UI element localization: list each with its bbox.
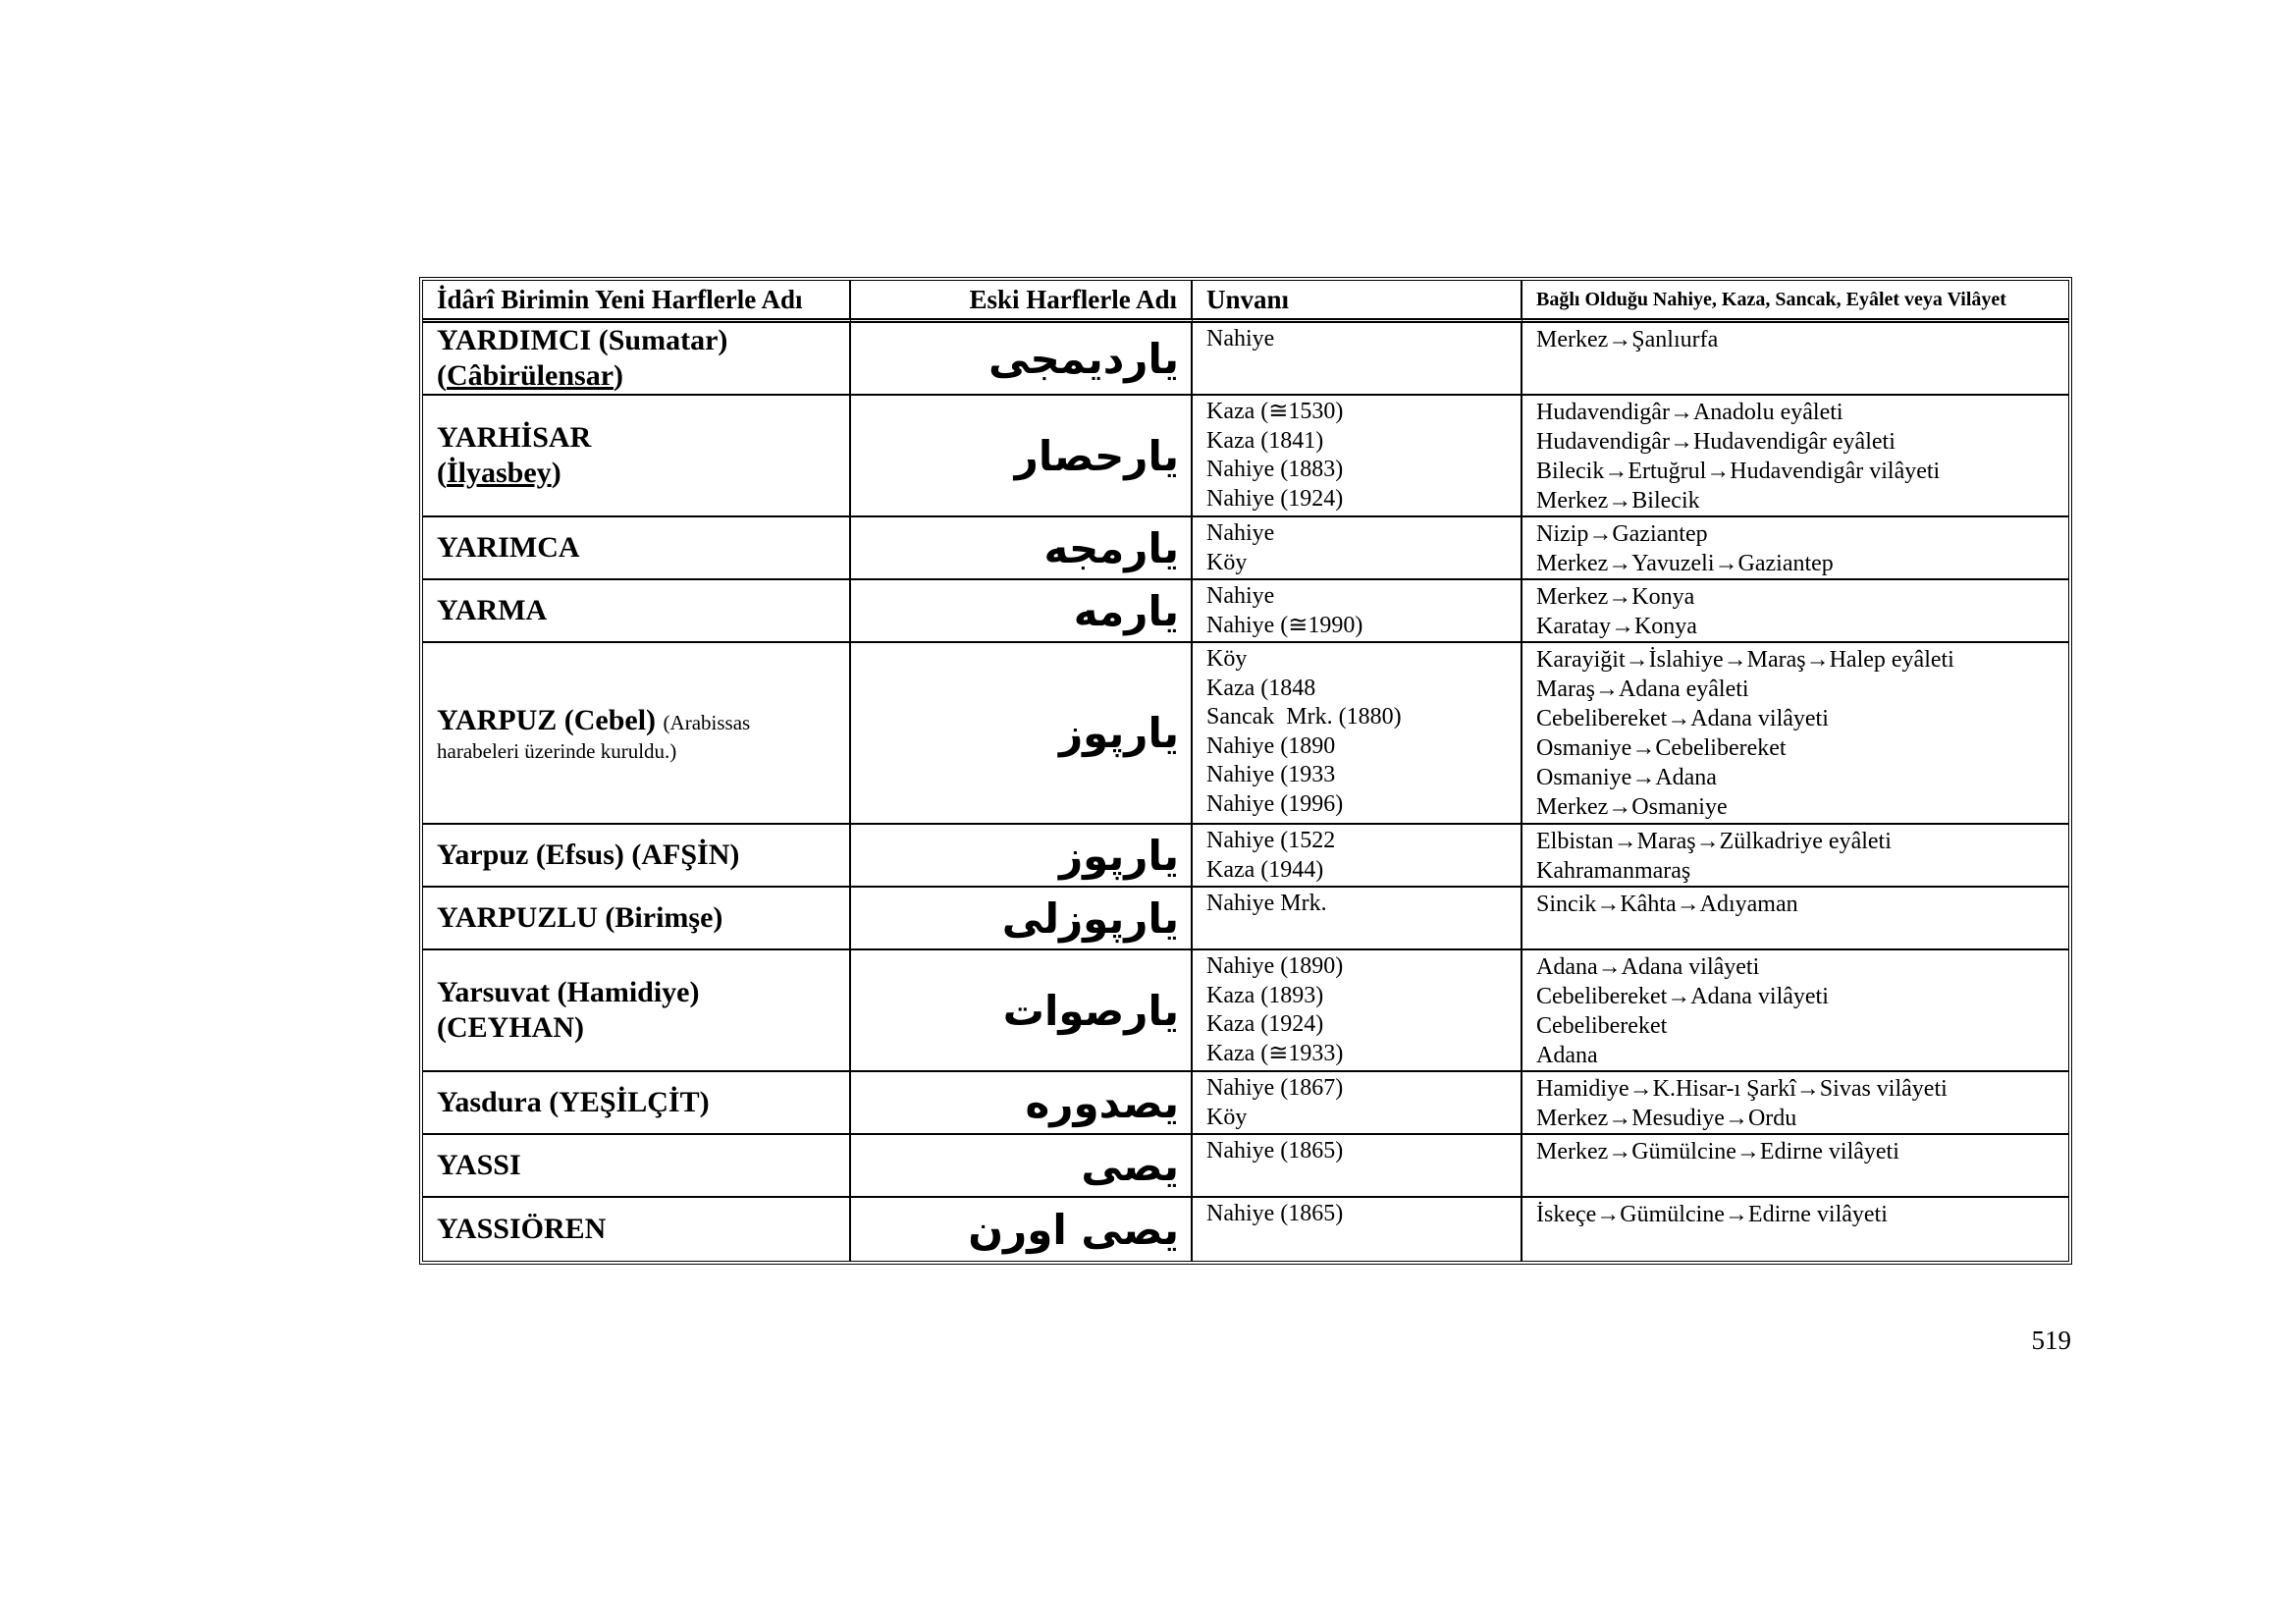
unit-name: Yarsuvat (Hamidiye) xyxy=(437,976,700,1008)
admin-units-table xyxy=(419,277,2072,1265)
title-cell xyxy=(1193,825,1522,888)
title-cell xyxy=(1193,1198,1522,1261)
table-row xyxy=(423,396,2068,517)
title-line: Köy xyxy=(1206,646,1248,672)
parent-cell xyxy=(1522,643,2068,825)
parent-line: Osmaniye→Adana xyxy=(1536,765,1717,790)
parent-line: Adana xyxy=(1536,1043,1598,1068)
unit-name: YARIMCA xyxy=(437,531,580,564)
parent-line: Cebelibereket→Adana vilâyeti xyxy=(1536,984,1829,1009)
parent-line: Elbistan→Maraş→Zülkadriye eyâleti xyxy=(1536,829,1892,854)
title-line: Nahiye (1890 xyxy=(1206,732,1336,759)
parent-line: Hamidiye→K.Hisar-ı Şarkî→Sivas vilâyeti xyxy=(1536,1076,1948,1102)
old-name: یارپوزلی xyxy=(851,888,1193,950)
table-row xyxy=(423,888,2068,950)
unit-name-cell xyxy=(423,950,851,1072)
unit-name-line2: (CEYHAN) xyxy=(437,1011,584,1044)
parent-line: Osmaniye→Cebelibereket xyxy=(1536,735,1787,761)
unit-name-cell xyxy=(423,888,851,950)
table-row xyxy=(423,1072,2068,1135)
title-line: Kaza (1841) xyxy=(1206,427,1324,454)
unit-name-cell: YARHİSAR (İlyasbey) xyxy=(423,396,851,517)
title-line: Nahiye (1865) xyxy=(1206,1138,1344,1164)
unit-name-cell xyxy=(423,1072,851,1135)
parent-line: İskeçe→Gümülcine→Edirne vilâyeti xyxy=(1536,1202,1888,1227)
parent-line: Karatay→Konya xyxy=(1536,614,1697,639)
table-row xyxy=(423,950,2068,1072)
parent-cell xyxy=(1522,1198,2068,1261)
parent-cell xyxy=(1522,580,2068,643)
unit-name: Yasdura (YEŞİLÇİT) xyxy=(437,1086,710,1118)
table-row xyxy=(423,1198,2068,1261)
title-cell xyxy=(1193,1072,1522,1135)
parent-line: Merkez→Mesudiye→Ordu xyxy=(1536,1106,1797,1131)
unit-name: YARHİSAR xyxy=(437,421,592,454)
title-line: Nahiye xyxy=(1206,326,1275,352)
unit-name: YASSIÖREN xyxy=(437,1213,607,1245)
unit-name-cell: YARDIMCI (Sumatar) (Câbirülensar) xyxy=(423,323,851,396)
parent-line: Merkez→Yavuzeli→Gaziantep xyxy=(1536,551,1834,576)
title-line: Nahiye (1867) xyxy=(1206,1075,1344,1101)
unit-note: harabeleri üzerinde kuruldu.) xyxy=(437,738,677,763)
parent-line: Nizip→Gaziantep xyxy=(1536,521,1708,547)
title-cell xyxy=(1193,580,1522,643)
title-line: Sancak Mrk. (1880) xyxy=(1206,704,1402,730)
unit-name-cell xyxy=(423,1135,851,1198)
parent-cell xyxy=(1522,396,2068,517)
unit-name-cell xyxy=(423,825,851,888)
parent-cell xyxy=(1522,1135,2068,1198)
old-name: یصی xyxy=(851,1135,1193,1198)
unit-note: (Arabissas xyxy=(663,710,751,734)
table-row xyxy=(423,825,2068,888)
parent-line: Cebelibereket→Adana vilâyeti xyxy=(1536,706,1829,731)
parent-line: Merkez→Konya xyxy=(1536,584,1695,610)
title-line: Nahiye (1522 xyxy=(1206,828,1336,853)
title-line: Köy xyxy=(1206,549,1248,575)
parent-line: Merkez→Gümülcine→Edirne vilâyeti xyxy=(1536,1139,1899,1164)
title-line: Kaza (1848 xyxy=(1206,675,1316,701)
old-name: یارمجه xyxy=(851,517,1193,580)
parent-line: Cebelibereket xyxy=(1536,1013,1668,1039)
unit-name-cell xyxy=(423,643,851,825)
header-name: İdârî Birimin Yeni Harflerle Adı xyxy=(423,281,851,323)
parent-cell xyxy=(1522,888,2068,950)
parent-line: Merkez→Şanlıurfa xyxy=(1536,327,1719,352)
title-line: Nahiye xyxy=(1206,520,1275,546)
unit-name-cell xyxy=(423,580,851,643)
unit-name-alt: Câbirülensar xyxy=(447,359,614,392)
title-cell xyxy=(1193,517,1522,580)
unit-name: YARPUZ (Cebel) xyxy=(437,703,657,736)
table-header-row xyxy=(423,281,2068,323)
header-parent: Bağlı Olduğu Nahiye, Kaza, Sancak, Eyâlet veya Vilâyet xyxy=(1522,281,2068,323)
page-number: 519 xyxy=(2031,1326,2071,1355)
unit-name: YARMA xyxy=(437,594,548,626)
title-cell xyxy=(1193,950,1522,1072)
title-line: Nahiye (≅1990) xyxy=(1206,612,1363,638)
old-name: یارپوز xyxy=(851,825,1193,888)
parent-line: Sincik→Kâhta→Adıyaman xyxy=(1536,892,1798,917)
unit-name: YARDIMCI (Sumatar) xyxy=(437,324,728,356)
title-line: Kaza (1893) xyxy=(1206,982,1324,1008)
parent-line: Bilecik→Ertuğrul→Hudavendigâr vilâyeti xyxy=(1536,459,1941,484)
table-row xyxy=(423,580,2068,643)
title-line: Kaza (1924) xyxy=(1206,1011,1324,1037)
parent-cell xyxy=(1522,517,2068,580)
parent-line: Merkez→Osmaniye xyxy=(1536,794,1728,820)
parent-cell xyxy=(1522,323,2068,396)
title-line: Nahiye (1865) xyxy=(1206,1201,1344,1226)
parent-line: Hudavendigâr→Anadolu eyâleti xyxy=(1536,400,1843,425)
title-line: Kaza (1944) xyxy=(1206,856,1324,883)
table-row xyxy=(423,1135,2068,1198)
parent-cell xyxy=(1522,1072,2068,1135)
title-cell xyxy=(1193,1135,1522,1198)
title-line: Köy xyxy=(1206,1104,1248,1130)
unit-name: YARPUZLU (Birimşe) xyxy=(437,901,723,934)
parent-cell xyxy=(1522,950,2068,1072)
title-line: Nahiye xyxy=(1206,583,1275,609)
title-line: Nahiye (1996) xyxy=(1206,790,1344,817)
unit-name-cell xyxy=(423,1198,851,1261)
table-row xyxy=(423,517,2068,580)
old-name: یارمه xyxy=(851,580,1193,643)
unit-name: YASSI xyxy=(437,1149,521,1181)
title-cell xyxy=(1193,323,1522,396)
parent-line: Karayiğit→İslahiye→Maraş→Halep eyâleti xyxy=(1536,647,1954,673)
header-title: Unvanı xyxy=(1193,281,1522,323)
old-name: یارپوز xyxy=(851,643,1193,825)
title-line: Nahiye (1933 xyxy=(1206,762,1336,787)
old-name: یارصوات xyxy=(851,950,1193,1072)
title-cell xyxy=(1193,643,1522,825)
title-line: Nahiye (1890) xyxy=(1206,953,1344,979)
title-cell xyxy=(1193,888,1522,950)
old-name: یصدوره xyxy=(851,1072,1193,1135)
table-row xyxy=(423,643,2068,825)
unit-name: Yarpuz (Efsus) (AFŞİN) xyxy=(437,839,740,871)
unit-name-cell xyxy=(423,517,851,580)
table-row xyxy=(423,323,2068,396)
old-name: یارحصار xyxy=(851,396,1193,517)
title-line: Kaza (≅1933) xyxy=(1206,1040,1344,1066)
unit-name-alt: İlyasbey xyxy=(447,457,552,489)
old-name: یصی اورن xyxy=(851,1198,1193,1261)
parent-line: Merkez→Bilecik xyxy=(1536,488,1700,514)
parent-cell xyxy=(1522,825,2068,888)
parent-line: Adana→Adana vilâyeti xyxy=(1536,954,1760,980)
header-old-name: Eski Harflerle Adı xyxy=(851,281,1193,323)
title-line: Nahiye (1924) xyxy=(1206,485,1344,512)
parent-line: Kahramanmaraş xyxy=(1536,858,1691,884)
title-cell xyxy=(1193,396,1522,517)
parent-line: Maraş→Adana eyâleti xyxy=(1536,677,1749,702)
parent-line: Hudavendigâr→Hudavendigâr eyâleti xyxy=(1536,429,1896,455)
title-line: Nahiye (1883) xyxy=(1206,457,1344,482)
title-line: Kaza (≅1530) xyxy=(1206,399,1344,424)
old-name: یاردیمجی xyxy=(851,323,1193,396)
title-line: Nahiye Mrk. xyxy=(1206,891,1327,916)
